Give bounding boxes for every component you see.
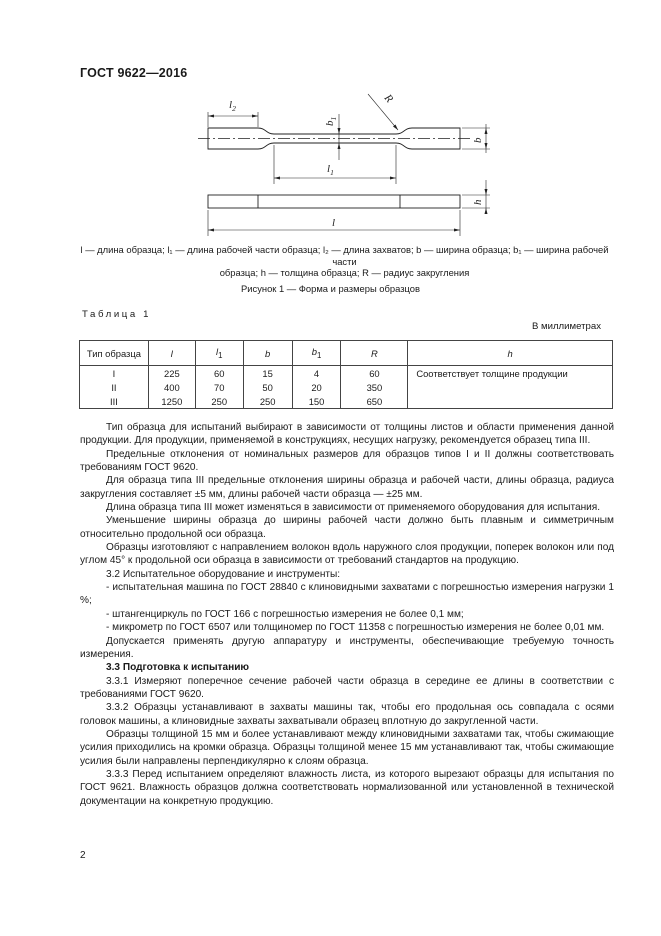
table-header-row xyxy=(80,341,613,366)
section-3-2: 3.2 Испытательное оборудование и инструменты: xyxy=(106,568,341,580)
header-b: b xyxy=(243,341,292,366)
header-h: h xyxy=(408,341,613,366)
figure-legend xyxy=(72,244,617,279)
header-b1: $b_1$ xyxy=(292,341,341,366)
label-b1: $b_1$ xyxy=(324,116,338,126)
label-h: h xyxy=(472,199,484,205)
paragraph: Предельные отклонения от номинальных размеров для образцов типов I и II должны соответствовать требованиям ГОСТ 9620. xyxy=(80,448,614,474)
label-R: R xyxy=(381,92,396,106)
paragraph: 3.3.3 Перед испытанием определяют влажность листа, из которого вырезают образцы для испытания по ГОСТ 9621. Влажность образцов должна соответствовать нормализованной или установленной в технической документации на конкретную продукцию. xyxy=(80,768,614,807)
legend-line-2: образца; h — толщина образца; R — радиус закругления xyxy=(219,267,470,278)
header-R: R xyxy=(341,341,408,366)
paragraph: Допускается применять другую аппаратуру и инструменты, обеспечивающие требуемую точность измерения. xyxy=(80,635,614,660)
list-item: - штангенциркуль по ГОСТ 166 с погрешностью измерения не более 0,1 мм; xyxy=(106,608,464,620)
header-type: Тип образца xyxy=(80,341,149,366)
paragraph: Уменьшение ширины образца до ширины рабочей части должно быть плавным и симметричным относительно продольной оси образца. xyxy=(80,515,614,540)
header-l1: $l_1$ xyxy=(195,341,243,366)
dimensions-table xyxy=(79,340,613,409)
paragraph: Образцы толщиной 15 мм и более устанавливают между клиновидными захватами так, чтобы сжимающие усилия приходились на кромки образца. Образцы толщиной менее 15 мм устанавливают так, чтобы сжимающие усилия были направлены перпендикулярно к слоям образца. xyxy=(80,728,614,767)
header-l: l xyxy=(148,341,195,366)
specimen-figure xyxy=(0,0,661,240)
list-item: - микрометр по ГОСТ 6507 или толщиномер по ГОСТ 11358 с погрешностью измерения не более 0,01 мм. xyxy=(106,622,605,634)
label-l: l xyxy=(332,217,336,229)
legend-line-1: l — длина образца; l₁ — длина рабочей части образца; l₂ — длина захватов; b — ширина образца; b₁ — ширина рабочей части xyxy=(80,244,609,267)
table-row: II 400 70 50 20 350 xyxy=(80,380,613,394)
table-units: В миллиметрах xyxy=(531,321,601,332)
table-title: Таблица 1 xyxy=(82,309,152,320)
label-b: b xyxy=(472,137,484,143)
specimen-side-view xyxy=(208,195,460,208)
figure-caption: Рисунок 1 — Форма и размеры образцов xyxy=(241,283,420,294)
list-item: - испытательная машина по ГОСТ 28840 с клиновидными захватами с погрешностью измерения нагрузки 1 %; xyxy=(80,582,614,607)
paragraph: Длина образца типа III может изменяться в зависимости от применяемого оборудования для испытания. xyxy=(106,502,601,514)
paragraph: 3.3.2 Образцы устанавливают в захваты машины так, чтобы его продольная ось совпадала с осями головок машины, а клиновидные захваты захватывали образец вплотную до закругленной части. xyxy=(80,702,614,727)
paragraph: Для образца типа III предельные отклонения ширины образца и рабочей части, длины образца, радиуса закругления составляет ±5 мм, длины рабочей части образца — ±25 мм. xyxy=(80,475,614,500)
paragraph: Тип образца для испытаний выбирают в зависимости от толщины листов и области применения данной продукции. Для продукции, применяемой в конструкциях, несущих нагрузку, рекомендуется образец типа III. xyxy=(80,422,614,447)
label-l2: $l_2$ xyxy=(229,99,236,113)
paragraph: Образцы изготовляют с направлением волокон вдоль наружного слоя продукции, поперек волокон или под углом 45° к продольной оси образца в зависимости от требований стандартов на продукцию. xyxy=(80,542,614,567)
section-3-3-heading: 3.3 Подготовка к испытанию xyxy=(106,662,250,674)
paragraph: 3.3.1 Измеряют поперечное сечение рабочей части образца в середине ее длины в соответствии с требованиями ГОСТ 9620. xyxy=(80,675,614,700)
label-l1: $l_1$ xyxy=(327,163,334,177)
table-row: III 1250 250 250 150 650 xyxy=(80,394,613,409)
page-number: 2 xyxy=(80,850,86,861)
h-note: Соответствует толщине продукции xyxy=(408,366,613,409)
table-row: I 225 60 15 4 60 Соответствует толщине продукции xyxy=(80,366,613,381)
body-text xyxy=(80,421,614,808)
document-header: ГОСТ 9622—2016 xyxy=(80,66,188,80)
